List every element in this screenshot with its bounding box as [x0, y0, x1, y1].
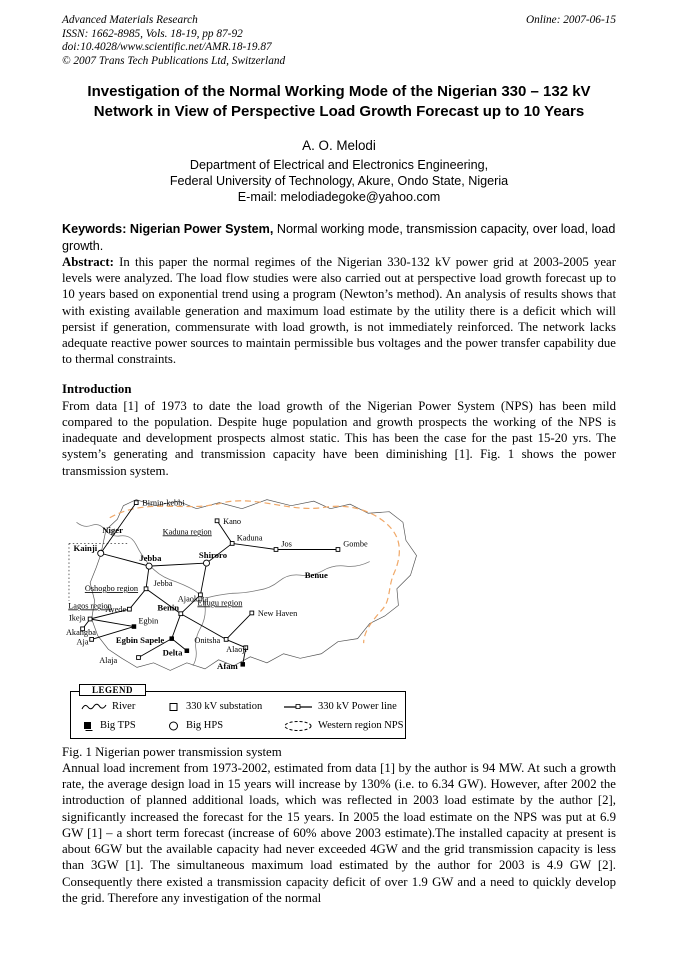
- legend-item-western-region: [283, 720, 403, 732]
- author-block: [62, 137, 616, 205]
- node-kano: [215, 519, 219, 523]
- node-oshogbo: [144, 587, 148, 591]
- introduction-paragraph: From data [1] of 1973 to date the load growth of the Nigerian Power System (NPS) has been mild compared to the population. Despite huge population and growth prospects the working of the NPS is inadequate and development prospects almost static. This has been the case for the past 15-20 yrs. The system’s generating and transmission capacity have been diminishing [1]. Fig. 1 shows the power transmission system.: [62, 398, 616, 478]
- keywords-bold-part: Nigerian Power System,: [126, 222, 274, 237]
- journal-header-left: [62, 14, 285, 68]
- map-label-lagos-region: Lagos region: [68, 601, 112, 611]
- node-ikeja: [88, 617, 92, 621]
- node-delta-tps: [185, 648, 190, 653]
- map-label-jos: Jos: [281, 539, 292, 549]
- river-icon: [81, 701, 107, 713]
- keywords-label: Keywords:: [62, 222, 127, 237]
- copyright-line: © 2007 Trans Tech Publications Ltd, Switzerland: [62, 54, 286, 67]
- map-label-birnin-kebbi: Birnin-kebbi: [142, 498, 185, 508]
- keywords-paragraph: [62, 221, 616, 254]
- legend-label-western-region: Western region NPS: [318, 720, 404, 732]
- map-label-kaduna: Kaduna: [236, 533, 263, 543]
- legend-label-river: River: [112, 701, 136, 713]
- powerline-icon: [283, 701, 313, 713]
- node-gombe: [336, 547, 340, 551]
- node-ayede: [128, 607, 132, 611]
- author-name: A. O. Melodi: [302, 137, 376, 153]
- introduction-heading: Introduction: [62, 381, 132, 396]
- legend-title: LEGEND: [79, 684, 146, 696]
- legend-item-big-hps: [167, 720, 283, 732]
- legend-label-substation: 330 kV substation: [186, 701, 263, 713]
- journal-header: [62, 14, 616, 68]
- node-birnin-kebbi: [134, 501, 138, 505]
- node-kainji-hps: [98, 550, 104, 556]
- node-onitsha: [224, 637, 228, 641]
- map-label-ayede: Ayede: [105, 605, 127, 615]
- map-label-akangba: Akangba: [65, 627, 96, 637]
- map-label-jebba: Jebba: [139, 552, 162, 563]
- figure-caption: Fig. 1 Nigerian power transmission system: [62, 744, 282, 759]
- legend-label-big-hps: Big HPS: [186, 720, 224, 732]
- node-new-haven: [250, 611, 254, 615]
- map-label-afam: Afam: [217, 660, 238, 671]
- nigeria-map: [64, 483, 488, 687]
- legend-item-powerline: [283, 701, 403, 713]
- body-paragraph: Annual load increment from 1973-2002, estimated from data [1] by the author is 94 MW. At such a growth rate, the average design load in 15 years will increase by 130% (i.e. to 6.34 GW). However, after 2002 the introduction of planned additional loads, which was reflected in 2003 load estimate by the author [2], significantly increased the forecast for the 15 years. In 2005 the load estimate on the NPS was put at 6.9 GW [1] – a short term forecast (increase of 60% above 2003 estimate).The installed capacity at present is about 6GW but the available capacity had never exceeded 4GW and the grid transmission capacity is less than 3GW [1]. The simultaneous maximum load estimated by the author for 2003 is 4.9 GW [2]. Consequently there existed a transmission capacity deficit of over 1.9 GW and a need to quickly develop the grid. Therefore any investigation of the normal: [62, 760, 616, 905]
- node-jebba-hps: [146, 563, 152, 569]
- node-kaduna: [230, 541, 234, 545]
- substation-icon: [167, 701, 181, 713]
- figure-1: [62, 483, 616, 760]
- map-label-delta: Delta: [162, 647, 183, 658]
- node-sapele-tps: [169, 636, 174, 641]
- node-alaja: [137, 656, 141, 660]
- map-legend: [70, 684, 406, 739]
- benue-river: [206, 561, 369, 597]
- map-label-benin: Benin: [157, 602, 180, 613]
- node-shiroro-hps: [203, 560, 209, 566]
- map-label-jebba-town: Jebba: [153, 578, 173, 588]
- big-hps-icon: [167, 720, 181, 732]
- doi-line: doi:10.4028/www.scientific.net/AMR.18-19.87: [62, 41, 272, 54]
- online-date: Online: 2007-06-15: [525, 14, 616, 26]
- map-label-alaoji: Alaoji: [226, 645, 247, 655]
- map-label-kainji: Kainji: [73, 542, 98, 553]
- map-label-kaduna-region: Kaduna region: [162, 527, 212, 537]
- map-label-niger: Niger: [102, 524, 123, 535]
- legend-grid: [81, 701, 404, 732]
- journal-name: Advanced Materials Research: [62, 14, 198, 26]
- map-label-shiroro: Shiroro: [198, 549, 228, 560]
- map-label-gombe: Gombe: [343, 539, 368, 549]
- map-label-onitsha: Onitsha: [194, 636, 221, 646]
- map-label-aja: Aja: [76, 637, 89, 647]
- issn-line: ISSN: 1662-8985, Vols. 18-19, pp 87-92: [62, 27, 243, 40]
- abstract-label: Abstract:: [62, 254, 114, 269]
- map-label-egbin-sapele: Egbin Sapele: [115, 635, 165, 646]
- legend-label-big-tps: Big TPS: [100, 720, 136, 732]
- map-label-enugu-region: Enugu region: [197, 598, 243, 608]
- affiliation-line-2: Federal University of Technology, Akure, Ondo State, Nigeria: [169, 173, 509, 188]
- map-label-ajaokuta: Ajaokuta: [177, 594, 209, 604]
- map-label-oshogbo-region: Oshogbo region: [84, 583, 139, 593]
- keywords-text: Normal working mode, transmission capacity, over load, load growth.: [62, 222, 616, 253]
- western-region-icon: [283, 720, 313, 732]
- map-label-kano: Kano: [223, 516, 242, 526]
- abstract-paragraph: [62, 254, 616, 368]
- abstract-text: In this paper the normal regimes of the Nigerian 330-132 kV power grid at 2003-2005 year levels were analyzed. The load flow studies were also carried out at perspective load growth forecast up to 10 years based on exponential trend using a program (Newton’s method). An analysis of results shows that with existing available generation and maximum load estimate by the utility there is a deficit which will persist if generation, commensurate with load growth, is not immediately reinforced. The network lacks adequate reactive power sources to maintain permissible bus voltages and the power transfer capability due to thermal constraints.: [62, 254, 616, 367]
- node-jos: [274, 547, 278, 551]
- affiliation-line-1: Department of Electrical and Electronics Engineering,: [189, 157, 489, 172]
- legend-item-river: [81, 701, 167, 713]
- map-label-benue: Benue: [304, 570, 328, 581]
- node-afam-tps: [240, 662, 245, 667]
- legend-label-powerline: 330 kV Power line: [318, 701, 397, 713]
- big-tps-icon: [81, 720, 95, 732]
- paper-title: Investigation of the Normal Working Mode of the Nigerian 330 – 132 kV Network in View of Perspective Load Growth Forecast up to 10 Years: [87, 83, 591, 121]
- email-line: E-mail: melodiadegoke@yahoo.com: [237, 190, 441, 205]
- legend-item-substation: [167, 701, 283, 713]
- map-label-ikeja: Ikeja: [68, 613, 86, 623]
- node-egbin-tps: [132, 624, 137, 629]
- map-label-alaja: Alaja: [99, 655, 118, 665]
- legend-item-big-tps: [81, 720, 167, 732]
- node-aja: [90, 637, 94, 641]
- node-benin: [179, 612, 183, 616]
- map-label-new-haven: New Haven: [257, 608, 298, 618]
- map-label-egbin: Egbin: [138, 616, 159, 626]
